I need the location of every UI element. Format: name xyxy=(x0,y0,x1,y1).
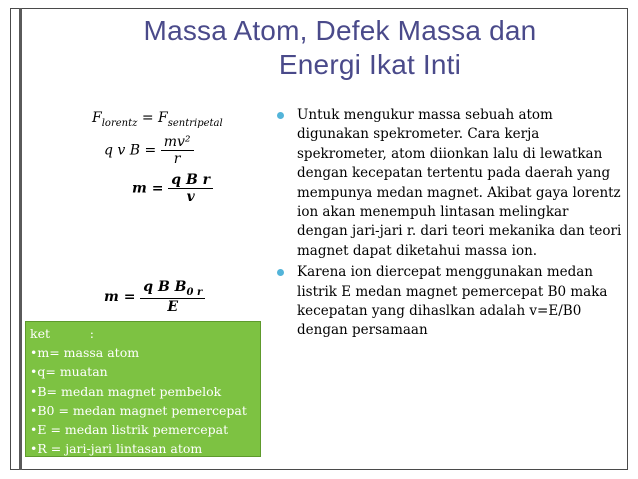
legend-item: •B0 = medan magnet pemercepat xyxy=(30,402,247,418)
legend-item: •q= muatan xyxy=(30,364,108,380)
bullet-text: Karena ion diercepat menggunakan medan listrik E medan magnet pemercepat B0 maka kecepatan yang dihaslkan adalah v=E/B0 dengan persamaan xyxy=(297,264,608,339)
bullet-list xyxy=(273,106,623,343)
legend-item: •B= medan magnet pembelok xyxy=(30,383,222,399)
slide-left-bar xyxy=(19,8,22,470)
bullet-dot-icon xyxy=(277,112,284,119)
legend-box xyxy=(25,321,261,457)
formula-qvb xyxy=(104,134,194,167)
f2-numerator: mv² xyxy=(161,134,194,151)
f2-lhs: q v B = xyxy=(104,142,161,159)
formula-mass-qbb0r xyxy=(104,279,205,315)
bullet-acceleration xyxy=(273,263,623,341)
bullet-text: Untuk mengukur massa sebuah atom digunakan spekrometer. Cara kerja spekrometer, atom diionkan lalu di lewatkan dengan kecepatan tertentu pada daerah yang mempunya medan magnet. Akibat gaya lorentz ion akan menempuh lintasan melingkar dengan jari-jari r. dari teori mekanika dan teori magnet dapat diketahui massa ion. xyxy=(297,107,622,259)
legend-header: ket : xyxy=(30,326,94,341)
title-line-2: Energi Ikat Inti xyxy=(278,49,462,80)
f1-lhs-sub: lorentz xyxy=(101,117,138,129)
f4-numerator-main: q B B xyxy=(143,279,187,295)
f1-lhs: F xyxy=(92,110,102,126)
f3-denominator: v xyxy=(186,189,195,205)
f1-rhs-sub: sentripetal xyxy=(167,117,223,129)
f3-numerator: q B r xyxy=(168,172,213,189)
f4-denominator: E xyxy=(167,298,179,315)
f2-fraction xyxy=(161,134,194,167)
formula-lorentz-equals-centripetal xyxy=(92,110,223,129)
legend-item: •m= massa atom xyxy=(30,345,140,361)
f4-fraction xyxy=(140,279,205,315)
legend-item: •E = medan listrik pemercepat xyxy=(30,422,229,438)
f2-denominator: r xyxy=(173,151,181,167)
f3-fraction xyxy=(168,172,213,205)
f1-eq: = xyxy=(137,110,159,126)
f3-lhs: m = xyxy=(132,180,169,197)
slide-title xyxy=(60,14,620,82)
f4-numerator xyxy=(140,279,205,299)
f4-numerator-sub: 0 r xyxy=(186,286,203,298)
legend-item: •R = jari-jari lintasan atom xyxy=(30,441,203,457)
bullet-spectrometer xyxy=(273,106,623,261)
f4-lhs: m = xyxy=(104,288,141,305)
title-line-1: Massa Atom, Defek Massa dan xyxy=(143,15,537,46)
bullet-dot-icon xyxy=(277,269,284,276)
f1-rhs: F xyxy=(158,110,168,126)
formula-mass-qbr xyxy=(132,172,213,205)
